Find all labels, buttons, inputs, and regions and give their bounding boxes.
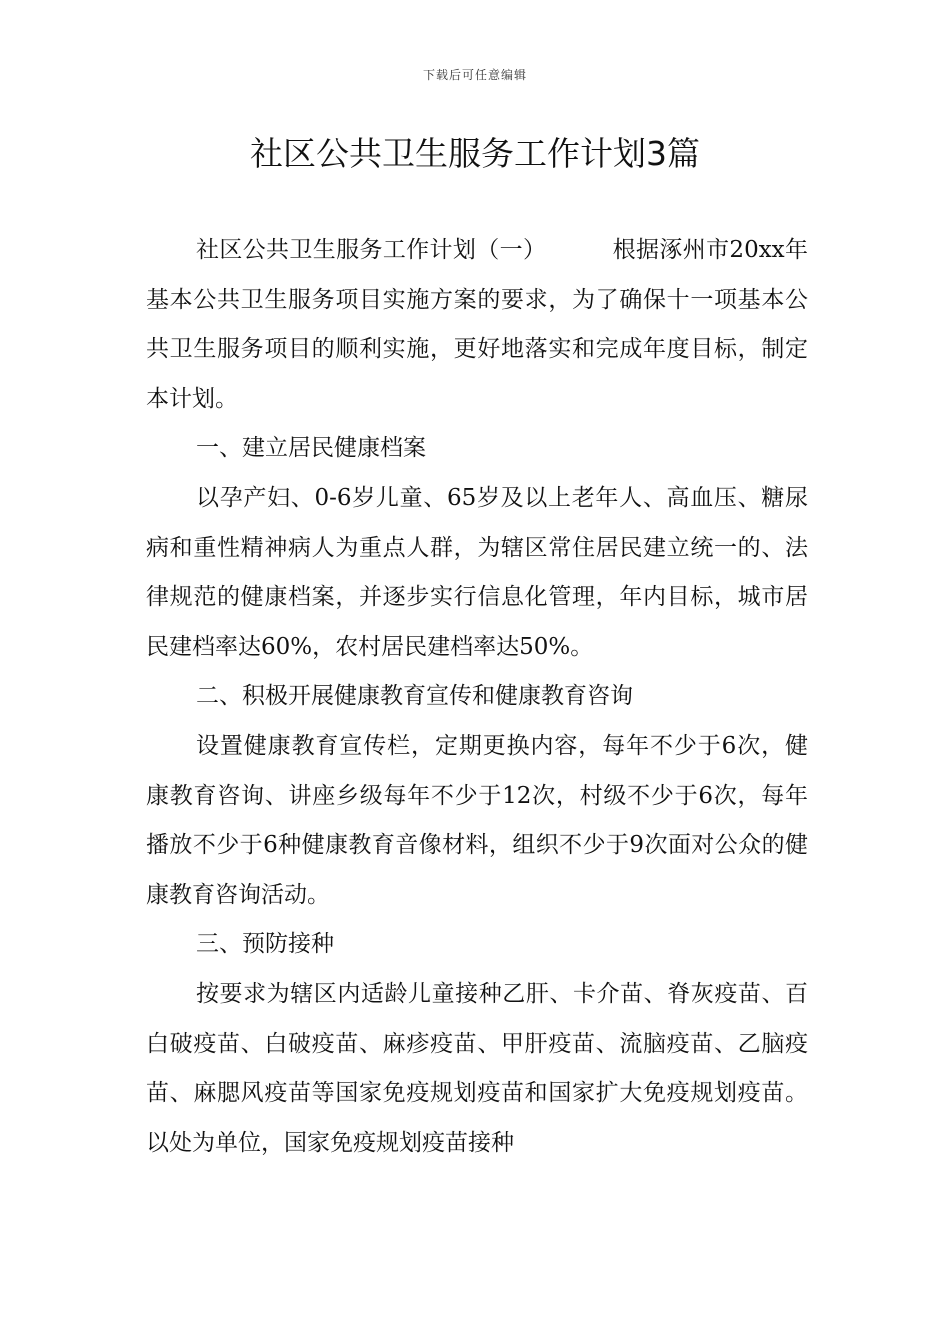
section-paragraph: 按要求为辖区内适龄儿童接种乙肝、卡介苗、脊灰疫苗、百白破疫苗、白破疫苗、麻疹疫苗、甲肝疫苗、流脑疫苗、乙脑疫苗、麻腮风疫苗等国家免疫规划疫苗和国家扩大免疫规划疫苗。以处为单位，国家免疫规划疫苗接种 [146,980,808,1156]
intro-text: 根据涿州市20xx年基本公共卫生服务项目实施方案的要求，为了确保十一项基本公共卫生服务项目的顺利实施，更好地落实和完成年度目标，制定本计划。 [146,237,808,412]
intro-paragraph [146,226,808,424]
section-heading: 三、预防接种 [196,931,334,958]
section-heading: 二、积极开展健康教育宣传和健康教育咨询 [196,683,633,710]
section-paragraph: 设置健康教育宣传栏，定期更换内容，每年不少于6次，健康教育咨询、讲座乡级每年不少于12次，村级不少于6次，每年播放不少于6种健康教育音像材料，组织不少于9次面对公众的健康教育咨询活动。 [146,732,808,908]
header-note: 下载后可任意编辑 [422,68,527,82]
section-heading: 一、建立居民健康档案 [196,435,426,462]
document-title: 社区公共卫生服务工作计划3篇 [250,134,700,173]
document-body [146,226,808,1168]
section-paragraph: 以孕产妇、0-6岁儿童、65岁及以上老年人、高血压、糖尿病和重性精神病人为重点人群，为辖区常住居民建立统一的、法律规范的健康档案，并逐步实行信息化管理，年内目标，城市居民建档率达60%，农村居民建档率达50%。 [146,484,808,660]
intro-subtitle: 社区公共卫生服务工作计划（一） [196,237,547,263]
